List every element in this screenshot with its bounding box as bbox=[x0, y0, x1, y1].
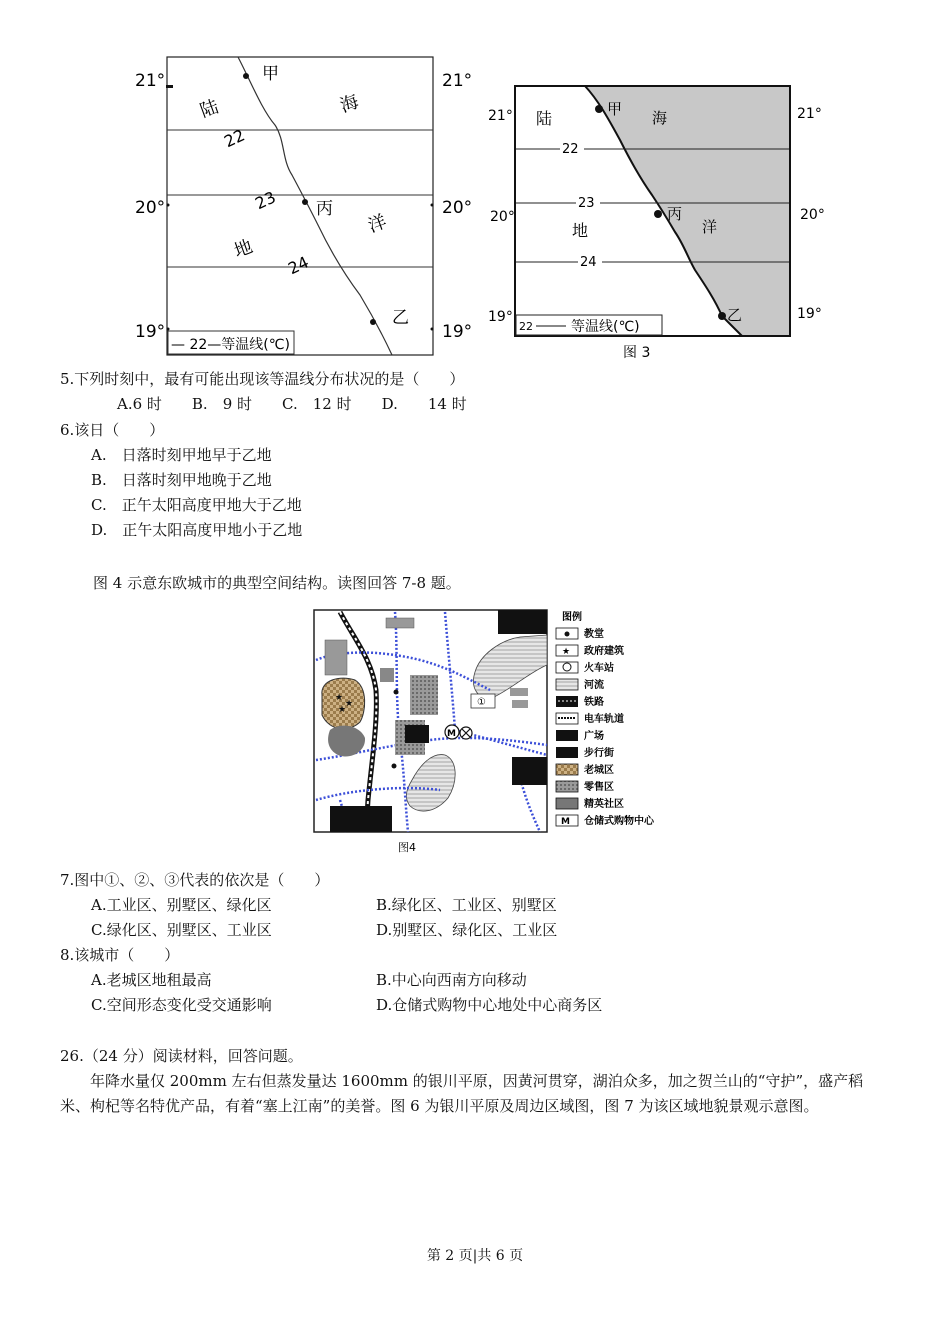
legend-river: 河流 bbox=[584, 680, 604, 691]
fig4-legend-labels bbox=[583, 627, 655, 827]
label-land: 陆 bbox=[536, 109, 553, 128]
label-yi: 乙 bbox=[727, 306, 743, 324]
old-town bbox=[322, 678, 365, 729]
church-icon bbox=[394, 690, 399, 695]
lat-label: 21° bbox=[488, 108, 513, 124]
shopping-mall-symbol: M bbox=[447, 729, 456, 739]
q26-stem: 26.（24 分）阅读材料，回答问题。 bbox=[60, 1047, 303, 1065]
q7-option-b: B.绿化区、工业区、别墅区 bbox=[376, 896, 557, 914]
point-bing bbox=[654, 210, 662, 218]
q8-option-b: B.中心向西南方向移动 bbox=[376, 971, 527, 989]
label-bing: 丙 bbox=[316, 199, 333, 219]
q6-option-b: B. 日落时刻甲地晚于乙地 bbox=[91, 471, 272, 489]
isotherm-label: 23 bbox=[252, 187, 279, 214]
retail-block bbox=[325, 640, 347, 675]
lat-label: 19° bbox=[488, 309, 513, 325]
legend-elite: 精英社区 bbox=[584, 799, 624, 810]
retail-block bbox=[386, 618, 414, 628]
legend-warehouse-mall: 仓储式购物中心 bbox=[584, 816, 654, 827]
tick-mark bbox=[166, 85, 173, 88]
point-yi bbox=[370, 319, 376, 325]
fig4-caption: 图4 bbox=[398, 841, 416, 854]
legend-church: 教堂 bbox=[584, 629, 604, 640]
isotherm-label: 23 bbox=[578, 196, 595, 211]
square-block bbox=[512, 757, 547, 785]
label-yi: 乙 bbox=[392, 308, 409, 328]
label-sea: 海 bbox=[652, 109, 668, 127]
lat-label-right: 19° bbox=[797, 306, 822, 322]
label-bing: 丙 bbox=[667, 205, 683, 223]
legend-square: 广场 bbox=[584, 731, 604, 742]
q26-material: 年降水量仅 200mm 左右但蒸发量达 1600mm 的银川平原，因黄河贯穿，湖泊众多，加之贺兰山的“守护”，盛产稻米、枸杞等名特优产品，有着“塞上江南”的美誉。图 6 为银川平原及周边区域图，图 7 为该区域地貌景观示意图。 bbox=[60, 1072, 864, 1115]
lat-label-right: 21° bbox=[442, 71, 473, 91]
legend-retail: 零售区 bbox=[584, 782, 614, 793]
q6-option-a: A. 日落时刻甲地早于乙地 bbox=[91, 446, 272, 464]
tick-mark bbox=[167, 204, 170, 207]
label-land: 地 bbox=[572, 221, 589, 240]
isotherm-label: 22 bbox=[221, 125, 248, 152]
label-ocean: 洋 bbox=[702, 218, 718, 236]
fig4-legend bbox=[556, 628, 578, 827]
q8-option-d: D.仓储式购物中心地处中心商务区 bbox=[376, 996, 603, 1014]
legend-old-town: 老城区 bbox=[584, 765, 614, 776]
isotherm-label: 24 bbox=[580, 255, 597, 270]
q6-option-d: D. 正午太阳高度甲地小于乙地 bbox=[91, 521, 303, 539]
map1-legend-text: — 22—等温线(℃) bbox=[171, 337, 290, 353]
church-icon bbox=[392, 764, 397, 769]
lat-label-right: 20° bbox=[442, 198, 473, 218]
legend-tram: 电车轨道 bbox=[584, 714, 624, 725]
q6-option-c: C. 正午太阳高度甲地大于乙地 bbox=[91, 496, 302, 514]
q6-stem: 6.该日（ ） bbox=[60, 421, 165, 439]
q8-option-a: A.老城区地租最高 bbox=[91, 971, 212, 989]
q5-stem: 5.下列时刻中，最有可能出现该等温线分布状况的是（ ） bbox=[60, 370, 465, 388]
lat-label: 20° bbox=[135, 198, 166, 218]
q8-stem: 8.该城市（ ） bbox=[60, 946, 180, 964]
tick-mark bbox=[431, 328, 434, 331]
lat-label-right: 20° bbox=[800, 207, 825, 223]
label-sea: 海 bbox=[337, 91, 362, 118]
svg-text:★: ★ bbox=[345, 699, 354, 709]
point-jia bbox=[595, 105, 603, 113]
tick-mark bbox=[167, 328, 170, 331]
square-block bbox=[405, 725, 429, 743]
svg-text:★: ★ bbox=[338, 705, 347, 715]
q8-option-c: C.空间形态变化受交通影响 bbox=[91, 996, 272, 1014]
svg-text:★: ★ bbox=[335, 693, 344, 703]
isotherm-map-1 bbox=[120, 50, 480, 365]
q5-options: A.6 时 B. 9 时 C. 12 时 D. 14 时 bbox=[117, 395, 467, 413]
legend-pedestrian-street: 步行街 bbox=[584, 748, 614, 759]
label-jia: 甲 bbox=[607, 100, 623, 118]
lat-label: 20° bbox=[490, 209, 515, 225]
point-yi bbox=[718, 312, 726, 320]
point-bing bbox=[302, 199, 308, 205]
legend-railway: 铁路 bbox=[584, 697, 604, 708]
isotherm-label: 24 bbox=[285, 252, 312, 279]
fig4-intro: 图 4 示意东欧城市的典型空间结构。读图回答 7-8 题。 bbox=[93, 574, 461, 592]
legend-government: 政府建筑 bbox=[584, 646, 624, 657]
square-block bbox=[330, 806, 392, 832]
lat-label-right: 21° bbox=[797, 106, 822, 122]
figure-caption: 图 3 bbox=[623, 345, 651, 361]
label-jia: 甲 bbox=[262, 64, 279, 84]
point-jia bbox=[243, 73, 249, 79]
city-structure-map bbox=[305, 600, 655, 865]
q7-option-d: D.别墅区、绿化区、工业区 bbox=[376, 921, 558, 939]
label-ocean: 洋 bbox=[365, 211, 390, 238]
map2-legend-text: 等温线(℃) bbox=[571, 319, 640, 335]
square-block bbox=[498, 610, 547, 634]
legend-train-station: 火车站 bbox=[584, 663, 614, 674]
tick-mark bbox=[431, 204, 434, 207]
q7-option-c: C.绿化区、别墅区、工业区 bbox=[91, 921, 272, 939]
svg-text:★: ★ bbox=[562, 647, 571, 657]
retail-block bbox=[380, 668, 394, 682]
retail-block bbox=[410, 675, 438, 715]
isotherm-label: 22 bbox=[562, 142, 579, 157]
label-land: 地 bbox=[231, 236, 256, 263]
page-footer: 第 2 页|共 6 页 bbox=[426, 1248, 524, 1264]
isotherm-map-2 bbox=[485, 80, 830, 370]
lat-label: 19° bbox=[135, 322, 166, 342]
map2-legend-num: 22 bbox=[519, 320, 533, 333]
retail-block bbox=[510, 688, 528, 696]
q7-stem: 7.图中①、②、③代表的依次是（ ） bbox=[60, 871, 330, 889]
label-land: 陆 bbox=[197, 96, 222, 123]
zone-1-label: ① bbox=[477, 697, 486, 708]
svg-text:M: M bbox=[561, 817, 570, 827]
lat-label: 21° bbox=[135, 71, 166, 91]
retail-block bbox=[512, 700, 528, 708]
lat-label-right: 19° bbox=[442, 322, 473, 342]
q7-option-a: A.工业区、别墅区、绿化区 bbox=[91, 896, 272, 914]
legend-title: 图例 bbox=[562, 612, 582, 623]
